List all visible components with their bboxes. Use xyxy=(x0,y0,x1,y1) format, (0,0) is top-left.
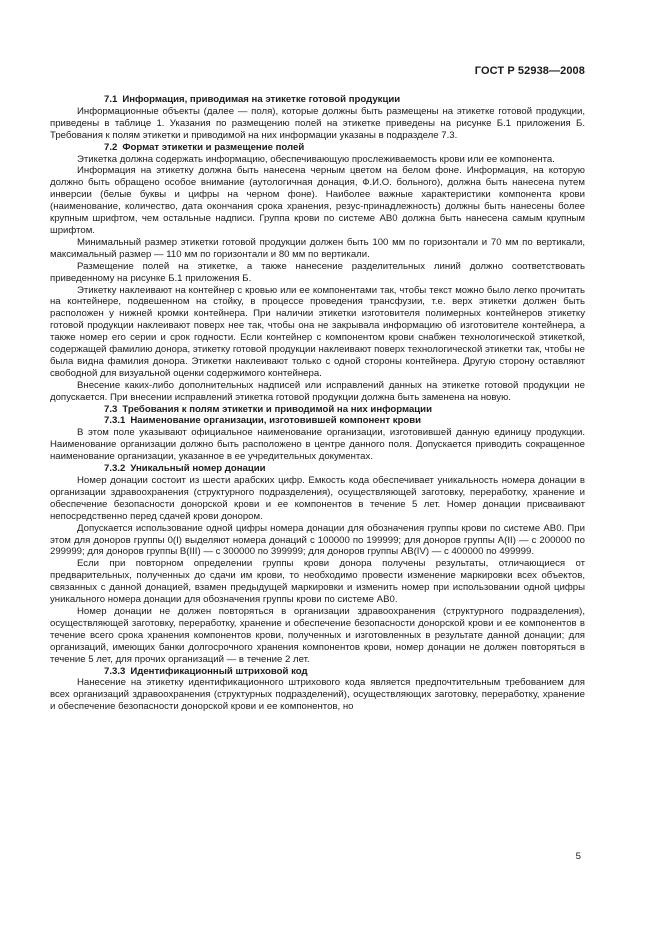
section-number: 7.3.1 xyxy=(104,415,126,427)
paragraph: Этикетку наклеивают на контейнер с кровью или ее компонентами так, чтобы текст можно было легко прочитать на контейнере, подвешенном на стойку, в процессе проведения трансфузии, т.е. верх этикетки должен быть расположен у нижней кромки контейнера. При наличии этикетки изготовителя полимерных контейнеров этикетку готовой продукции наклеивают поверх нее так, чтобы она не закрывала информацию об изготовителе контейнера, а также номер его серии и срок годности. Если контейнер с компонентом крови снабжен технологической этикеткой, содержащей фамилию донора, этикетку готовой продукции наклеивают поверх технологической этикетки так, чтобы не была видна фамилия донора. Этикетки наклеивают только с одной стороны контейнера. Другую сторону оставляют свободной для визуальной оценки содержимого контейнера. xyxy=(50,284,585,379)
paragraph: Если при повторном определении группы крови донора получены результаты, отличающиеся от предварительных, полученных до сдачи им крови, то необходимо провести изменение маркировки всех объектов, связанных с данной донацией, взамен предыдущей маркировки и изменить номер при использовании одной цифры уникального номера донации для обозначения группы крови по системе AB0. xyxy=(50,558,585,606)
paragraph: Информация на этикетку должна быть нанесена черным цветом на белом фоне. Информация, на которую должно быть обращено особое внимание (аутологичная донация, Ф.И.О. больного), должна быть нанесена путем инверсии (белые буквы и цифры на черном фоне). Наиболее важные характеристики компонента крови (наименование, количество, дата окончания срока хранения, резус-принадлежность) должны быть нанесены более крупным шрифтом, чем остальные надписи. Группа крови по системе AB0 должна быть нанесена самым крупным шрифтом. xyxy=(50,165,585,236)
section-title: Формат этикетки и размещение полей xyxy=(122,141,305,153)
section-title: Информация, приводимая на этикетке готовой продукции xyxy=(122,94,401,105)
section-heading xyxy=(50,415,585,427)
section-heading xyxy=(50,94,585,106)
section-heading xyxy=(50,666,585,678)
page-number: 5 xyxy=(575,851,581,862)
paragraph: Номер донации состоит из шести арабских цифр. Емкость кода обеспечивает уникальность номера донации в организации здравоохранения (структурного подразделения), осуществляющей заготовку, переработку, хранение и обеспечение безопасности донорской крови и ее компонентов в течение 5 лет. Номер донации присваивают непосредственно перед сдачей крови донором. xyxy=(50,475,585,522)
paragraph: Информационные объекты (далее — поля), которые должны быть размещены на этикетке готовой продукции, приведены в таблице 1. Указания по размещению полей на этикетке приведены на рисунке Б.1 приложения Б. Требования к полям этикетки и приводимой на них информации указаны в подразделе 7.3. xyxy=(50,105,585,141)
paragraph: Этикетка должна содержать информацию, обеспечивающую прослеживаемость крови или ее компонента. xyxy=(77,153,555,165)
paragraph: Номер донации не должен повторяться в организации здравоохранения (структурного подразделения), осуществляющей заготовку, переработку, хранение и обеспечение безопасности донорской крови и ее компонентов в течение всего срока хранения компонентов крови, полученных и изготовленных в результате данной донации; для организаций, имеющих банки долгосрочного хранения компонентов крови, номер донации не должен повторяться в течение 5 лет, для прочих организаций — в течение 2 лет. xyxy=(50,605,585,665)
section-number: 7.1 xyxy=(104,94,118,105)
section-number: 7.3.3 xyxy=(104,665,126,677)
standard-designation: ГОСТ Р 52938—2008 xyxy=(474,65,585,77)
section-title: Наименование организации, изготовившей компонент крови xyxy=(130,415,422,427)
section-number: 7.3 xyxy=(104,403,118,415)
document-body xyxy=(50,94,585,713)
section-title: Уникальный номер донации xyxy=(130,463,266,475)
paragraph: Внесение каких-либо дополнительных надписей или исправлений данных на этикетке готовой продукции не допускается. При внесении исправлений этикетка готовой продукции должна быть заменена на новую. xyxy=(50,379,585,403)
paragraph: Размещение полей на этикетке, а также нанесение разделительных линий должно соответствовать приведенному на рисунке Б.1 приложения Б. xyxy=(50,260,585,284)
paragraph: Нанесение на этикетку идентификационного штрихового кода является предпочтительным требованием для всех организаций здравоохранения (структурных подразделений), осуществляющих заготовку, переработку, хранение и обеспечение безопасности донорской крови и ее компонентов, но xyxy=(50,677,585,713)
paragraph: В этом поле указывают официальное наименование организации, изготовившей данную единицу продукции. Наименование организации должно быть расположено в центре данного поля. Допускается приводить сокращенное наименование организации, указанное в ее учредительных документах. xyxy=(50,427,585,463)
paragraph: Допускается использование одной цифры номера донации для обозначения группы крови по системе AB0. При этом для доноров группы 0(I) выделяют номера донаций с 100000 по 199999; для доноров группы A(II) — с 200000 по 299999; для доноров группы B(III) — с 300000 по 399999; для доноров группы AB(IV) — с 400000 по 499999. xyxy=(50,522,585,558)
section-title: Идентификационный штриховой код xyxy=(130,665,308,677)
section-title: Требования к полям этикетки и приводимой на них информации xyxy=(122,403,432,415)
paragraph: Минимальный размер этикетки готовой продукции должен быть 100 мм по горизонтали и 70 мм по вертикали, максимальный размер — 110 мм по горизонтали и 80 мм по вертикали. xyxy=(50,236,585,260)
section-number: 7.2 xyxy=(104,141,118,153)
section-heading xyxy=(50,142,585,154)
section-number: 7.3.2 xyxy=(104,463,126,475)
section-heading xyxy=(50,463,585,475)
section-heading xyxy=(50,404,585,416)
